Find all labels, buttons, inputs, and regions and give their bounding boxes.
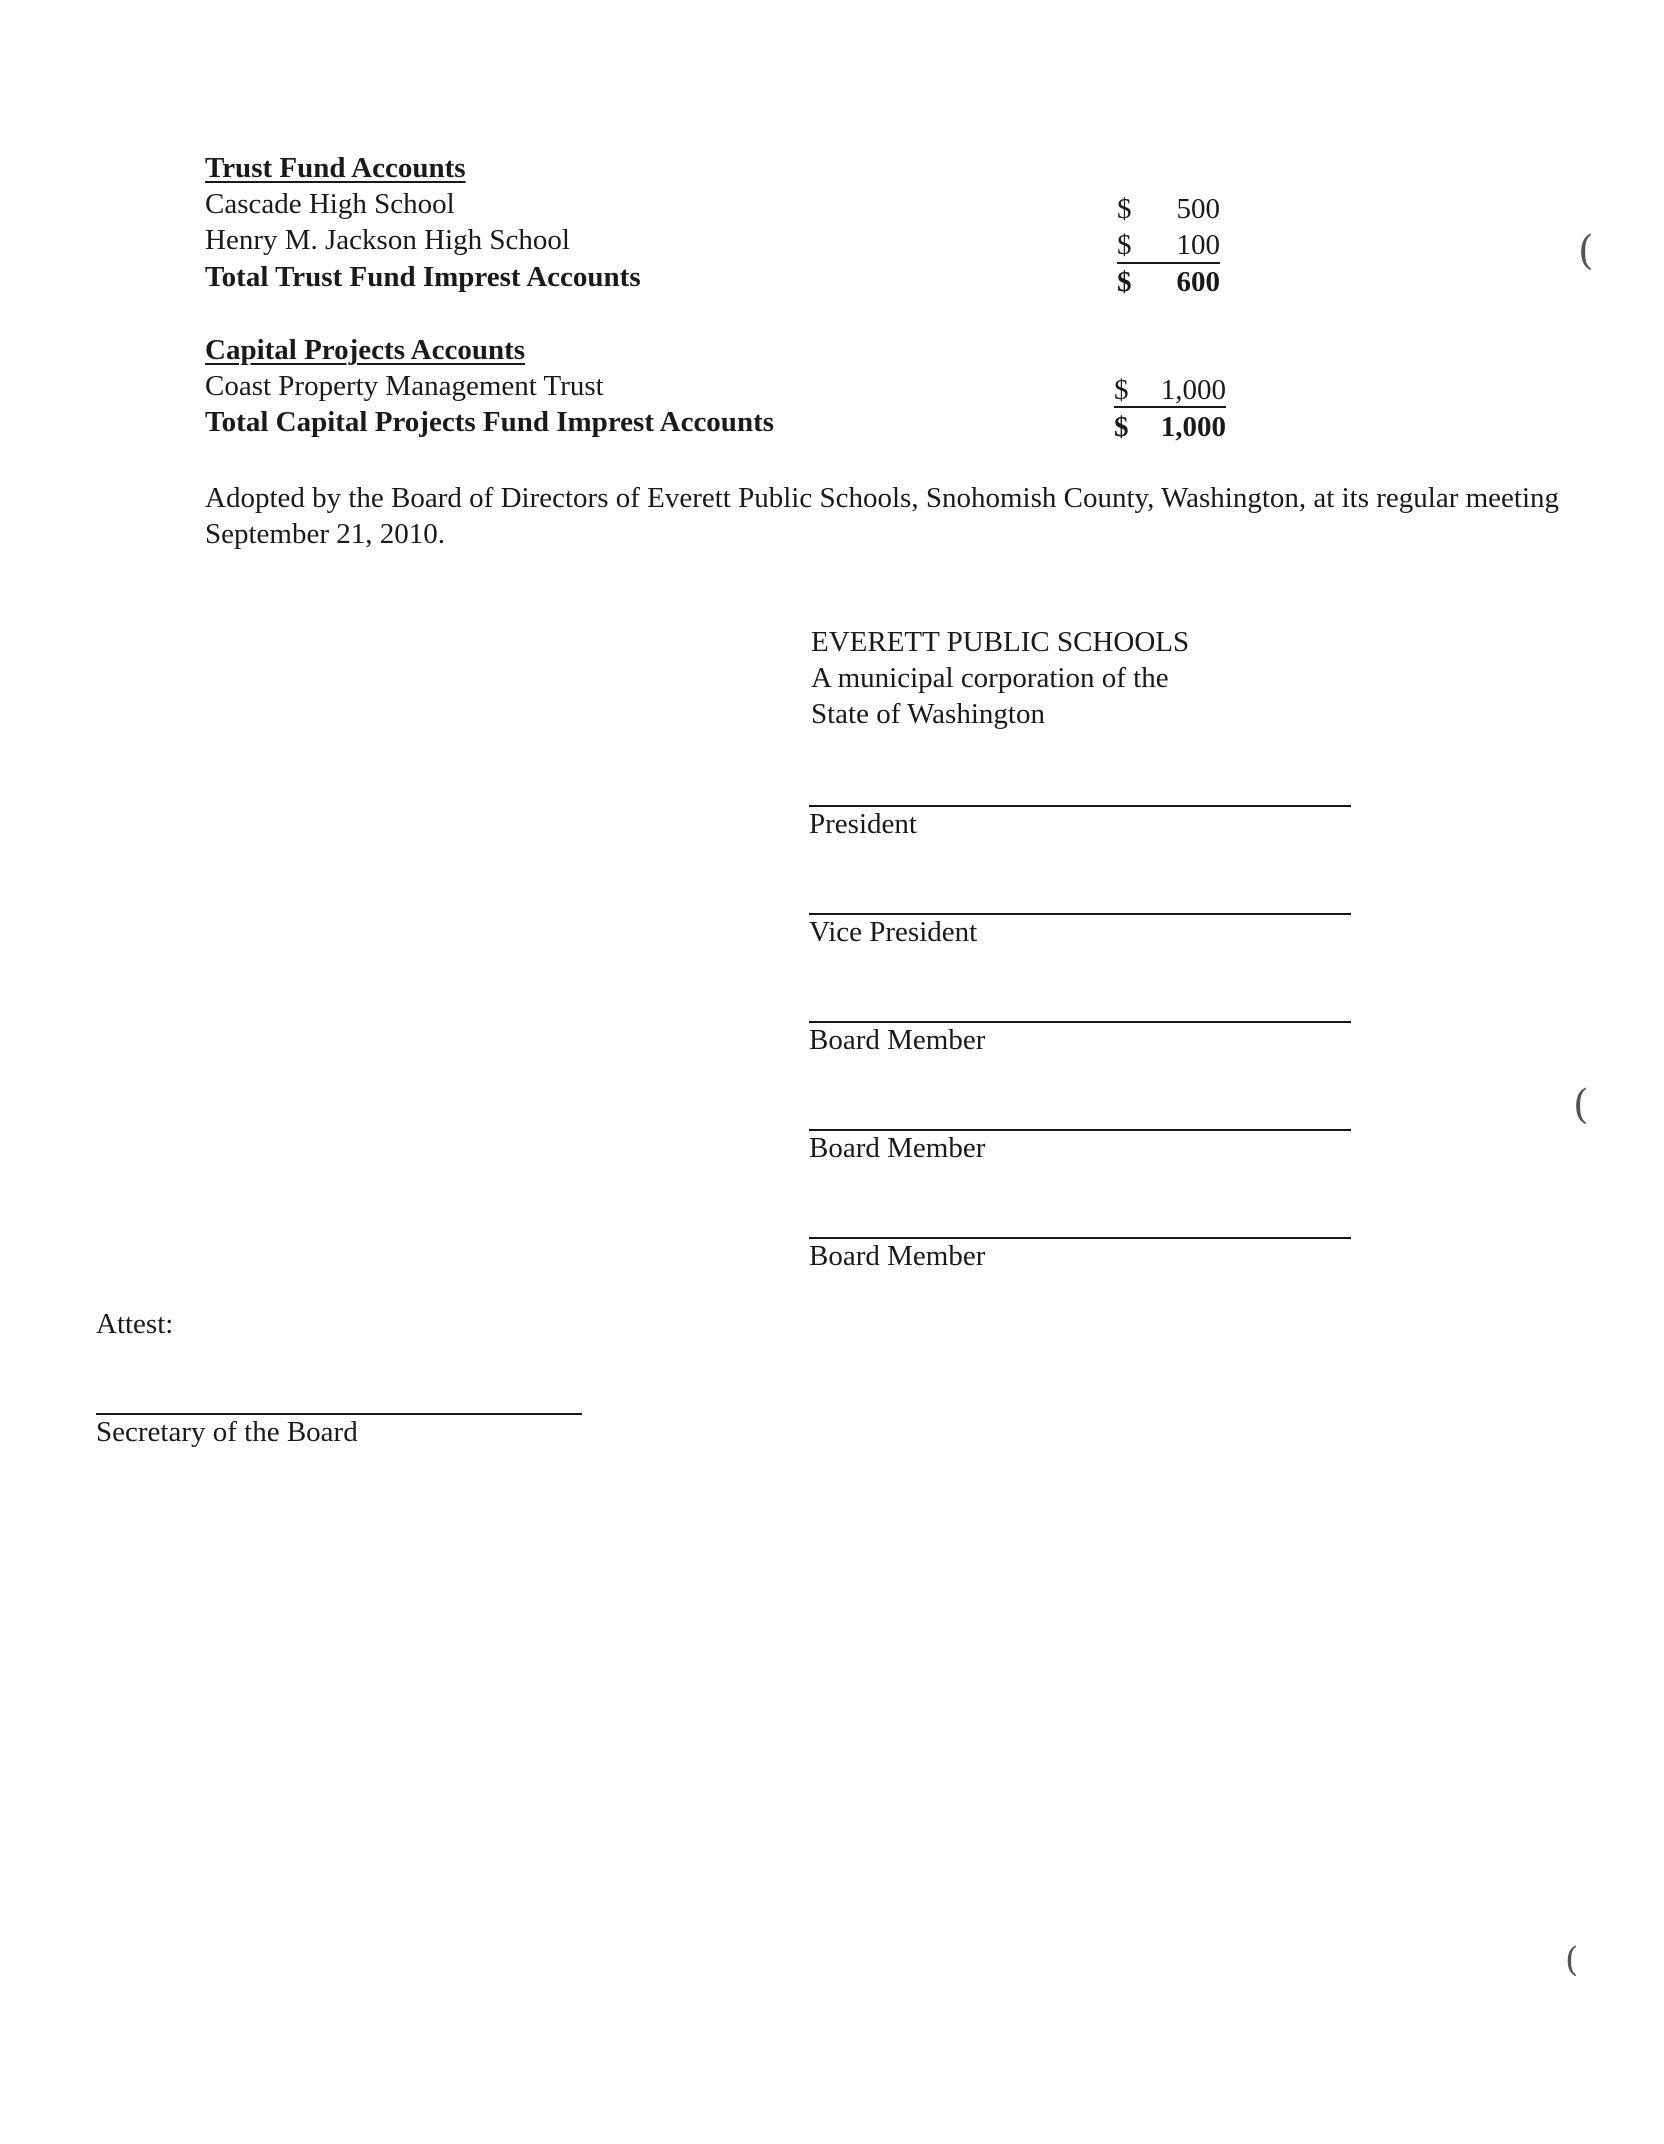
trust-row-currency: $ (1117, 229, 1132, 261)
capital-row-label: Coast Property Management Trust (205, 370, 604, 402)
trust-row-currency: $ (1117, 193, 1132, 225)
capital-total-label: Total Capital Projects Fund Imprest Accounts (205, 406, 775, 438)
signature-title: Board Member (809, 1024, 986, 1056)
trust-row-amount: 100 (1176, 229, 1220, 261)
trust-total-label: Total Trust Fund Imprest Accounts (205, 261, 641, 293)
capital-total-currency: $ (1114, 411, 1129, 443)
capital-projects-heading: Capital Projects Accounts (205, 334, 526, 366)
trust-row-amount: 500 (1176, 193, 1220, 225)
capital-total-amount: 1,000 (1160, 411, 1226, 443)
capital-row-currency: $ (1114, 374, 1129, 406)
trust-total-currency: $ (1117, 266, 1132, 298)
trust-row-label: Cascade High School (205, 188, 455, 220)
signature-title: Board Member (809, 1240, 986, 1272)
attest-label: Attest: (96, 1308, 174, 1340)
organization-line3: State of Washington (811, 698, 1045, 730)
organization-line2: A municipal corporation of the (811, 662, 1169, 694)
trust-row-label: Henry M. Jackson High School (205, 224, 570, 256)
trust-fund-heading: Trust Fund Accounts (205, 152, 466, 184)
scan-margin-mark: ( (1573, 1082, 1589, 1128)
adoption-statement: Adopted by the Board of Directors of Everett Public Schools, Snohomish County, Washington, at its regular meeting September 21, 2010. (205, 482, 1560, 550)
capital-row-amount: 1,000 (1160, 374, 1226, 406)
signature-title: President (809, 808, 917, 840)
trust-total-amount: 600 (1176, 266, 1220, 298)
signature-title: Vice President (809, 916, 978, 948)
secretary-title: Secretary of the Board (96, 1416, 358, 1448)
capital-subtotal-rule (1114, 406, 1226, 408)
organization-name: EVERETT PUBLIC SCHOOLS (811, 626, 1190, 658)
signature-title: Board Member (809, 1132, 986, 1164)
scan-margin-mark: ( (1565, 1940, 1579, 1980)
scan-margin-mark: ( (1578, 228, 1594, 274)
